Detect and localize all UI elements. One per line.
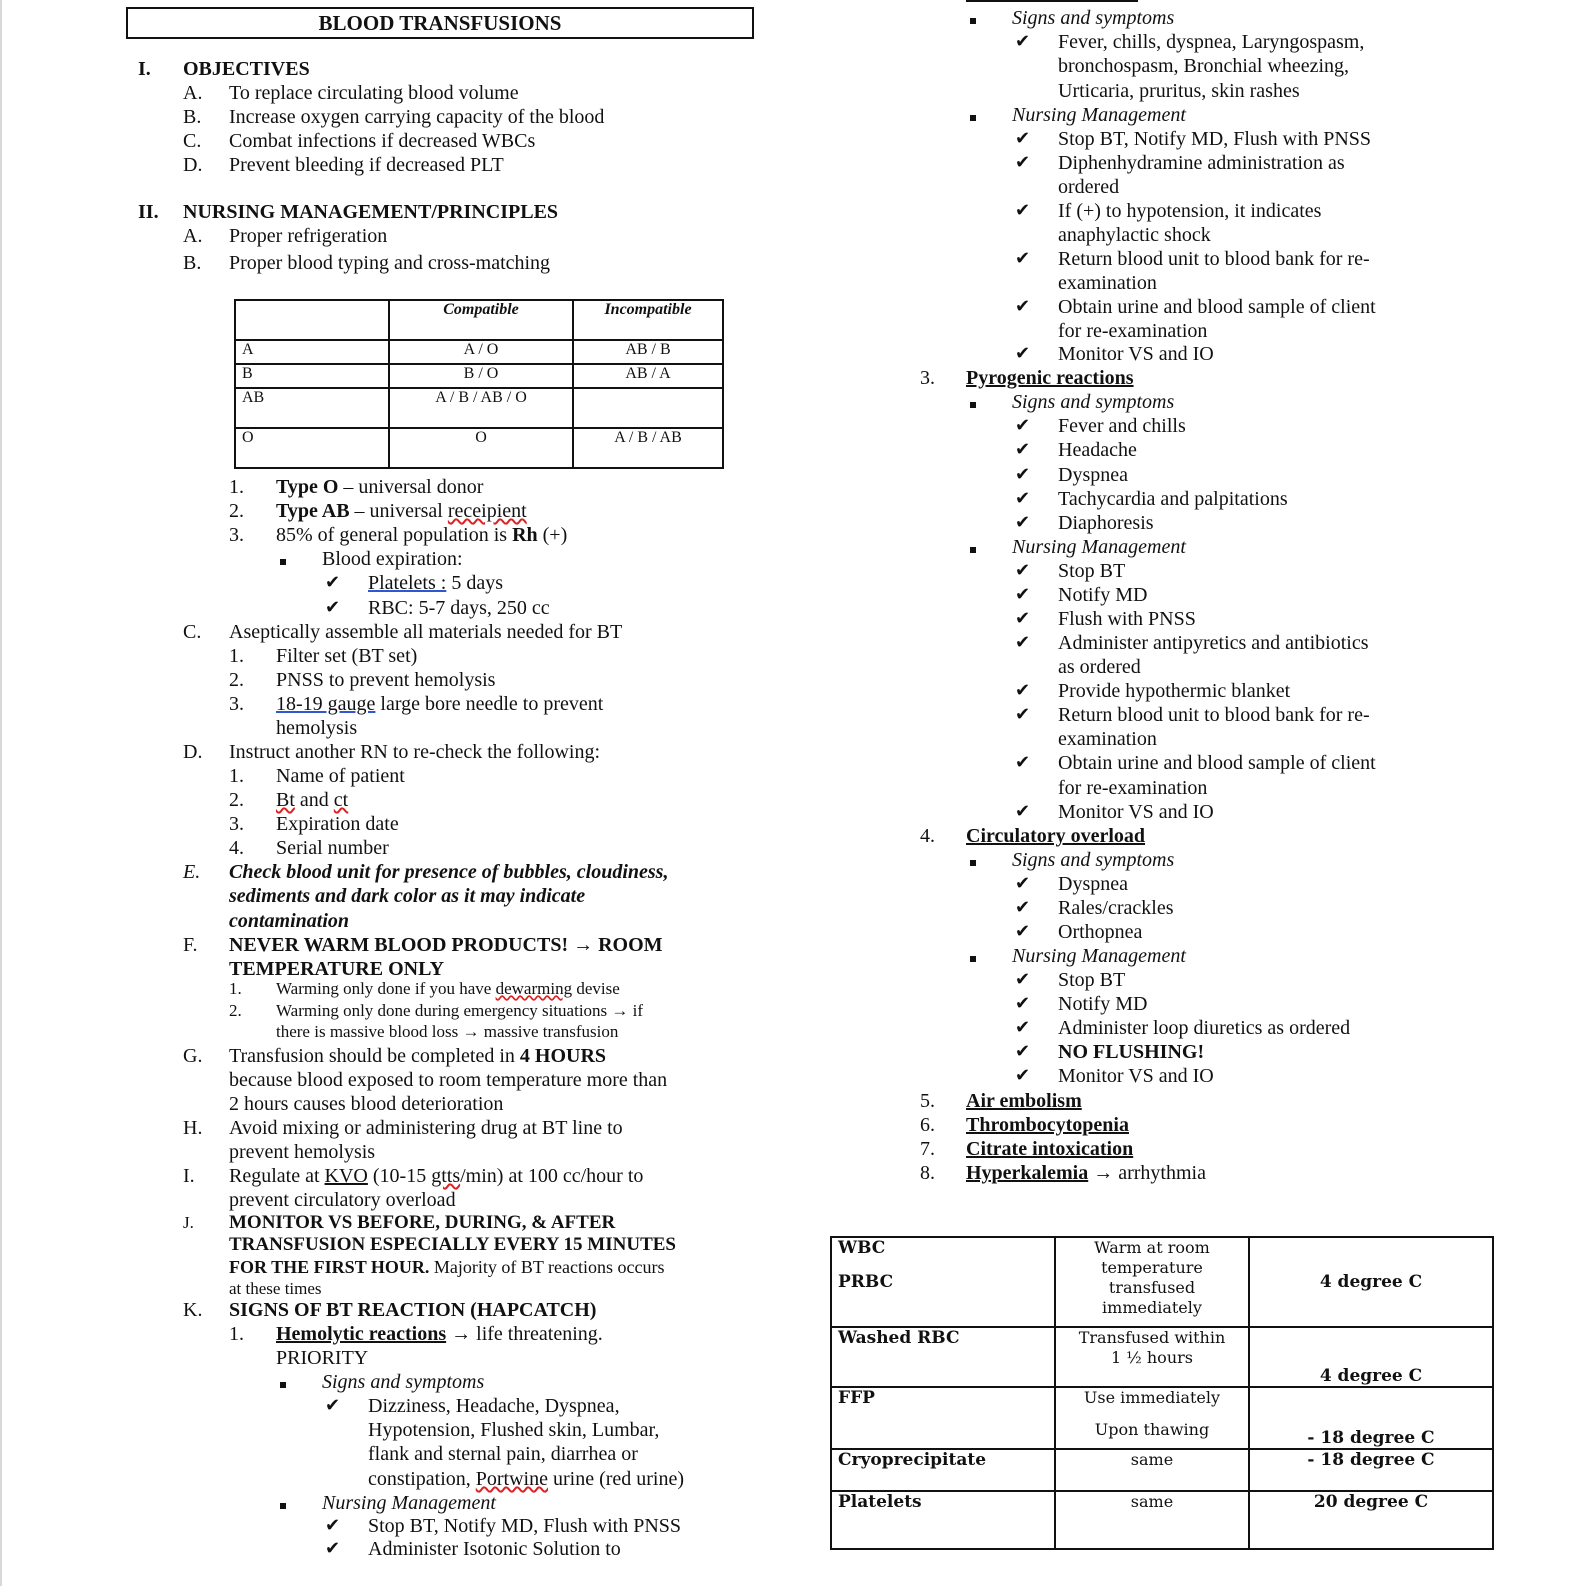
list-item: 18-19 gauge large bore needle to prevent [276, 693, 604, 715]
list-item: Platelets : 5 days [368, 572, 503, 594]
list-item: TRANSFUSION ESPECIALLY EVERY 15 MINUTES [229, 1234, 676, 1255]
list-marker: 4. [920, 825, 935, 847]
list-item: FOR THE FIRST HOUR. Majority of BT reactions occurs [229, 1257, 665, 1277]
list-item: If (+) to hypotension, it indicates [1058, 200, 1322, 222]
check-icon: ✔ [325, 1395, 341, 1416]
table-cell: same [1055, 1491, 1249, 1549]
list-item: Prevent bleeding if decreased PLT [229, 154, 504, 176]
check-icon: ✔ [1015, 584, 1031, 605]
table-cell: O [389, 428, 573, 468]
check-icon: ✔ [1015, 343, 1031, 364]
list-marker: 3. [229, 813, 244, 835]
check-icon: ✔ [1015, 560, 1031, 581]
list-item: anaphylactic shock [1058, 224, 1211, 246]
bullet-icon [280, 547, 286, 571]
list-item: Flush with PNSS [1058, 608, 1196, 630]
table-cell: Cryoprecipitate [831, 1449, 1055, 1491]
check-icon: ✔ [1015, 969, 1031, 990]
list-marker: A. [183, 82, 203, 104]
table-cell: same [1055, 1449, 1249, 1491]
list-item: Administer loop diuretics as ordered [1058, 1017, 1351, 1039]
check-icon: ✔ [1015, 296, 1031, 317]
list-item: constipation, Portwine urine (red urine) [368, 1468, 685, 1490]
list-item: Urticaria, pruritus, skin rashes [1058, 80, 1300, 102]
list-item: Increase oxygen carrying capacity of the blood [229, 106, 605, 128]
list-item: Provide hypothermic blanket [1058, 680, 1291, 702]
check-icon: ✔ [1015, 31, 1031, 52]
list-item: Regulate at KVO (10-15 gtts/min) at 100 cc/hour to [229, 1165, 644, 1187]
list-marker: B. [183, 252, 202, 274]
list-item: Signs and symptoms [322, 1371, 485, 1393]
list-item: as ordered [1058, 656, 1141, 678]
list-marker: I. [183, 1165, 195, 1187]
check-icon: ✔ [325, 572, 341, 593]
list-item: Tachycardia and palpitations [1058, 488, 1288, 510]
list-item: Circulatory overload [966, 825, 1146, 847]
table-cell: A [235, 340, 389, 364]
list-item: NO FLUSHING! [1058, 1041, 1205, 1063]
bullet-icon [970, 103, 976, 127]
table-cell: B [235, 364, 389, 388]
check-icon: ✔ [1015, 632, 1031, 653]
list-item: Monitor VS and IO [1058, 343, 1214, 365]
list-item: RBC: 5-7 days, 250 cc [368, 597, 550, 619]
list-item: SIGNS OF BT REACTION (HAPCATCH) [229, 1299, 597, 1321]
list-item: Stop BT, Notify MD, Flush with PNSS [1058, 128, 1372, 150]
list-item: Name of patient [276, 765, 405, 787]
section-heading: NURSING MANAGEMENT/PRINCIPLES [183, 201, 559, 223]
list-item: Avoid mixing or administering drug at BT line to [229, 1117, 623, 1139]
list-item: To replace circulating blood volume [229, 82, 519, 104]
list-item: Fever and chills [1058, 415, 1186, 437]
section-number: II. [138, 201, 159, 223]
storage-table [830, 1236, 1494, 1550]
table-header: Incompatible [573, 300, 723, 340]
list-marker: 2. [229, 500, 244, 522]
table-cell: - 18 degree C [1249, 1387, 1493, 1449]
list-item: Return blood unit to blood bank for re- [1058, 704, 1370, 726]
list-item: Check blood unit for presence of bubbles, cloudiness, [229, 861, 669, 883]
table-cell: Use immediately Upon thawing [1055, 1387, 1249, 1449]
list-item: Type O – universal donor [276, 476, 484, 498]
list-item: Administer Isotonic Solution to [368, 1538, 621, 1560]
check-icon: ✔ [1015, 608, 1031, 629]
list-item: PNSS to prevent hemolysis [276, 669, 496, 691]
check-icon: ✔ [1015, 1041, 1031, 1062]
list-item: Serial number [276, 837, 389, 859]
page-title: BLOOD TRANSFUSIONS [126, 7, 754, 39]
list-marker: J. [183, 1213, 194, 1232]
list-item: Dizziness, Headache, Dyspnea, [368, 1395, 620, 1417]
check-icon: ✔ [1015, 680, 1031, 701]
bullet-icon [970, 390, 976, 414]
list-item: Warming only done during emergency situations → if [276, 1001, 644, 1020]
table-cell [573, 388, 723, 428]
list-item: Stop BT, Notify MD, Flush with PNSS [368, 1515, 682, 1537]
list-item: contamination [229, 910, 350, 932]
list-item: Air embolism [966, 1090, 1082, 1112]
table-header: Compatible [389, 300, 573, 340]
bullet-icon [970, 6, 976, 30]
list-item: because blood exposed to room temperature more than [229, 1069, 668, 1091]
list-item: Diaphoresis [1058, 512, 1154, 534]
list-marker: K. [183, 1299, 203, 1321]
list-item: Nursing Management [1012, 536, 1186, 558]
list-item: Monitor VS and IO [1058, 1065, 1214, 1087]
list-marker: A. [183, 225, 203, 247]
list-marker: 1. [229, 979, 242, 998]
list-item: 2 hours causes blood deterioration [229, 1093, 504, 1115]
list-item: Rales/crackles [1058, 897, 1174, 919]
list-marker: 3. [920, 367, 935, 389]
list-marker: 1. [229, 476, 244, 498]
list-marker: G. [183, 1045, 203, 1067]
list-item: Aseptically assemble all materials needed for BT [229, 621, 623, 643]
list-item: Citrate intoxication [966, 1138, 1134, 1160]
bullet-icon [970, 848, 976, 872]
section-heading: OBJECTIVES [183, 58, 310, 80]
list-marker: 5. [920, 1090, 935, 1112]
list-item: ordered [1058, 176, 1120, 198]
list-item: sediments and dark color as it may indicate [229, 885, 586, 907]
list-item: Signs and symptoms [1012, 849, 1175, 871]
check-icon: ✔ [1015, 200, 1031, 221]
list-marker: 1. [229, 765, 244, 787]
list-item: examination [1058, 728, 1157, 750]
list-item: Dyspnea [1058, 464, 1128, 486]
list-item: Instruct another RN to re-check the following: [229, 741, 600, 763]
check-icon: ✔ [1015, 464, 1031, 485]
table-cell: Platelets [831, 1491, 1055, 1549]
list-marker: C. [183, 621, 202, 643]
list-item: Proper refrigeration [229, 225, 388, 247]
table-cell: B / O [389, 364, 573, 388]
list-item: Stop BT [1058, 560, 1126, 582]
check-icon: ✔ [1015, 439, 1031, 460]
list-item: Notify MD [1058, 993, 1148, 1015]
list-item: examination [1058, 272, 1157, 294]
list-item: NEVER WARM BLOOD PRODUCTS! → ROOM [229, 934, 663, 956]
list-marker: 3. [229, 693, 244, 715]
list-marker: 1. [229, 1323, 244, 1345]
list-item: Administer antipyretics and antibiotics [1058, 632, 1369, 654]
table-cell: A / B / AB / O [389, 388, 573, 428]
check-icon: ✔ [1015, 488, 1031, 509]
list-item: Stop BT [1058, 969, 1126, 991]
bullet-icon [970, 535, 976, 559]
list-item: MONITOR VS BEFORE, DURING, & AFTER [229, 1212, 616, 1233]
list-marker: E. [183, 861, 201, 883]
check-icon: ✔ [1015, 897, 1031, 918]
list-item: Nursing Management [1012, 945, 1186, 967]
check-icon: ✔ [1015, 801, 1031, 822]
check-icon: ✔ [1015, 704, 1031, 725]
list-item: Headache [1058, 439, 1137, 461]
list-item: PRIORITY [276, 1347, 369, 1369]
check-icon: ✔ [1015, 1017, 1031, 1038]
list-marker: D. [183, 741, 203, 763]
table-cell: AB [235, 388, 389, 428]
list-item: Diphenhydramine administration as [1058, 152, 1345, 174]
check-icon: ✔ [1015, 512, 1031, 533]
list-item: Obtain urine and blood sample of client [1058, 752, 1376, 774]
table-cell: A / B / AB [573, 428, 723, 468]
list-item: Transfusion should be completed in 4 HOURS [229, 1045, 607, 1067]
list-item: Combat infections if decreased WBCs [229, 130, 536, 152]
table-cell: Transfused within 1 ½ hours [1055, 1327, 1249, 1387]
list-marker: 4. [229, 837, 244, 859]
list-item: Return blood unit to blood bank for re- [1058, 248, 1370, 270]
table-cell: A / O [389, 340, 573, 364]
list-item: Thrombocytopenia [966, 1114, 1129, 1136]
bullet-icon [280, 1370, 286, 1394]
list-item: Proper blood typing and cross-matching [229, 252, 551, 274]
list-item: Nursing Management [322, 1492, 496, 1514]
bullet-icon [280, 1491, 286, 1515]
list-item: Expiration date [276, 813, 399, 835]
table-cell: - 18 degree C [1249, 1449, 1493, 1491]
list-item: prevent hemolysis [229, 1141, 376, 1163]
list-marker: 2. [229, 789, 244, 811]
table-cell: 4 degree C [1249, 1327, 1493, 1387]
list-item: TEMPERATURE ONLY [229, 958, 445, 980]
list-item: Orthopnea [1058, 921, 1143, 943]
check-icon: ✔ [1015, 993, 1031, 1014]
list-item: Filter set (BT set) [276, 645, 418, 667]
list-marker: C. [183, 130, 202, 152]
list-marker: F. [183, 934, 198, 956]
list-marker: 3. [229, 524, 244, 546]
check-icon: ✔ [1015, 921, 1031, 942]
divider [966, 0, 1138, 2]
check-icon: ✔ [1015, 248, 1031, 269]
table-cell: Warm at room temperature transfused immediately [1055, 1237, 1249, 1327]
table-cell: AB / A [573, 364, 723, 388]
check-icon: ✔ [1015, 415, 1031, 436]
list-item: Hypotension, Flushed skin, Lumbar, [368, 1419, 660, 1441]
list-item: bronchospasm, Bronchial wheezing, [1058, 55, 1350, 77]
list-item: there is massive blood loss → massive transfusion [276, 1022, 619, 1041]
check-icon: ✔ [1015, 128, 1031, 149]
list-item: Hyperkalemia → arrhythmia [966, 1162, 1206, 1184]
list-marker: B. [183, 106, 202, 128]
list-item: Notify MD [1058, 584, 1148, 606]
list-item: Type AB – universal receipient [276, 500, 527, 522]
list-marker: 1. [229, 645, 244, 667]
list-marker: D. [183, 154, 203, 176]
list-marker: 7. [920, 1138, 935, 1160]
list-item: at these times [229, 1279, 322, 1298]
check-icon: ✔ [1015, 1065, 1031, 1086]
list-item: Monitor VS and IO [1058, 801, 1214, 823]
check-icon: ✔ [1015, 152, 1031, 173]
list-item: Nursing Management [1012, 104, 1186, 126]
list-marker: 6. [920, 1114, 935, 1136]
compatibility-table [234, 299, 724, 469]
list-item: Signs and symptoms [1012, 391, 1175, 413]
list-item: hemolysis [276, 717, 358, 739]
list-marker: 8. [920, 1162, 935, 1184]
table-cell: 20 degree C [1249, 1491, 1493, 1549]
list-item: Blood expiration: [322, 548, 463, 570]
list-item: prevent circulatory overload [229, 1189, 456, 1211]
table-cell: AB / B [573, 340, 723, 364]
table-cell: O [235, 428, 389, 468]
table-cell: 4 degree C [1249, 1237, 1493, 1327]
list-item: Warming only done if you have dewarming devise [276, 979, 620, 998]
list-item: Signs and symptoms [1012, 7, 1175, 29]
list-item: flank and sternal pain, diarrhea or [368, 1443, 638, 1465]
list-marker: 2. [229, 669, 244, 691]
list-item: 85% of general population is Rh (+) [276, 524, 568, 546]
list-item: for re-examination [1058, 320, 1208, 342]
check-icon: ✔ [325, 597, 341, 618]
check-icon: ✔ [325, 1515, 341, 1536]
check-icon: ✔ [1015, 873, 1031, 894]
table-cell: FFP [831, 1387, 1055, 1449]
check-icon: ✔ [325, 1538, 341, 1559]
check-icon: ✔ [1015, 752, 1031, 773]
list-marker: 2. [229, 1001, 242, 1020]
section-number: I. [138, 58, 151, 80]
table-cell: WBC PRBC [831, 1237, 1055, 1327]
list-item: Pyrogenic reactions [966, 367, 1134, 389]
list-item: Dyspnea [1058, 873, 1128, 895]
list-item: Hemolytic reactions → life threatening. [276, 1323, 603, 1345]
list-item: Obtain urine and blood sample of client [1058, 296, 1376, 318]
list-item: Bt and ct [276, 789, 349, 811]
table-cell: Washed RBC [831, 1327, 1055, 1387]
bullet-icon [970, 944, 976, 968]
list-marker: H. [183, 1117, 203, 1139]
list-item: for re-examination [1058, 777, 1208, 799]
list-item: Fever, chills, dyspnea, Laryngospasm, [1058, 31, 1365, 53]
